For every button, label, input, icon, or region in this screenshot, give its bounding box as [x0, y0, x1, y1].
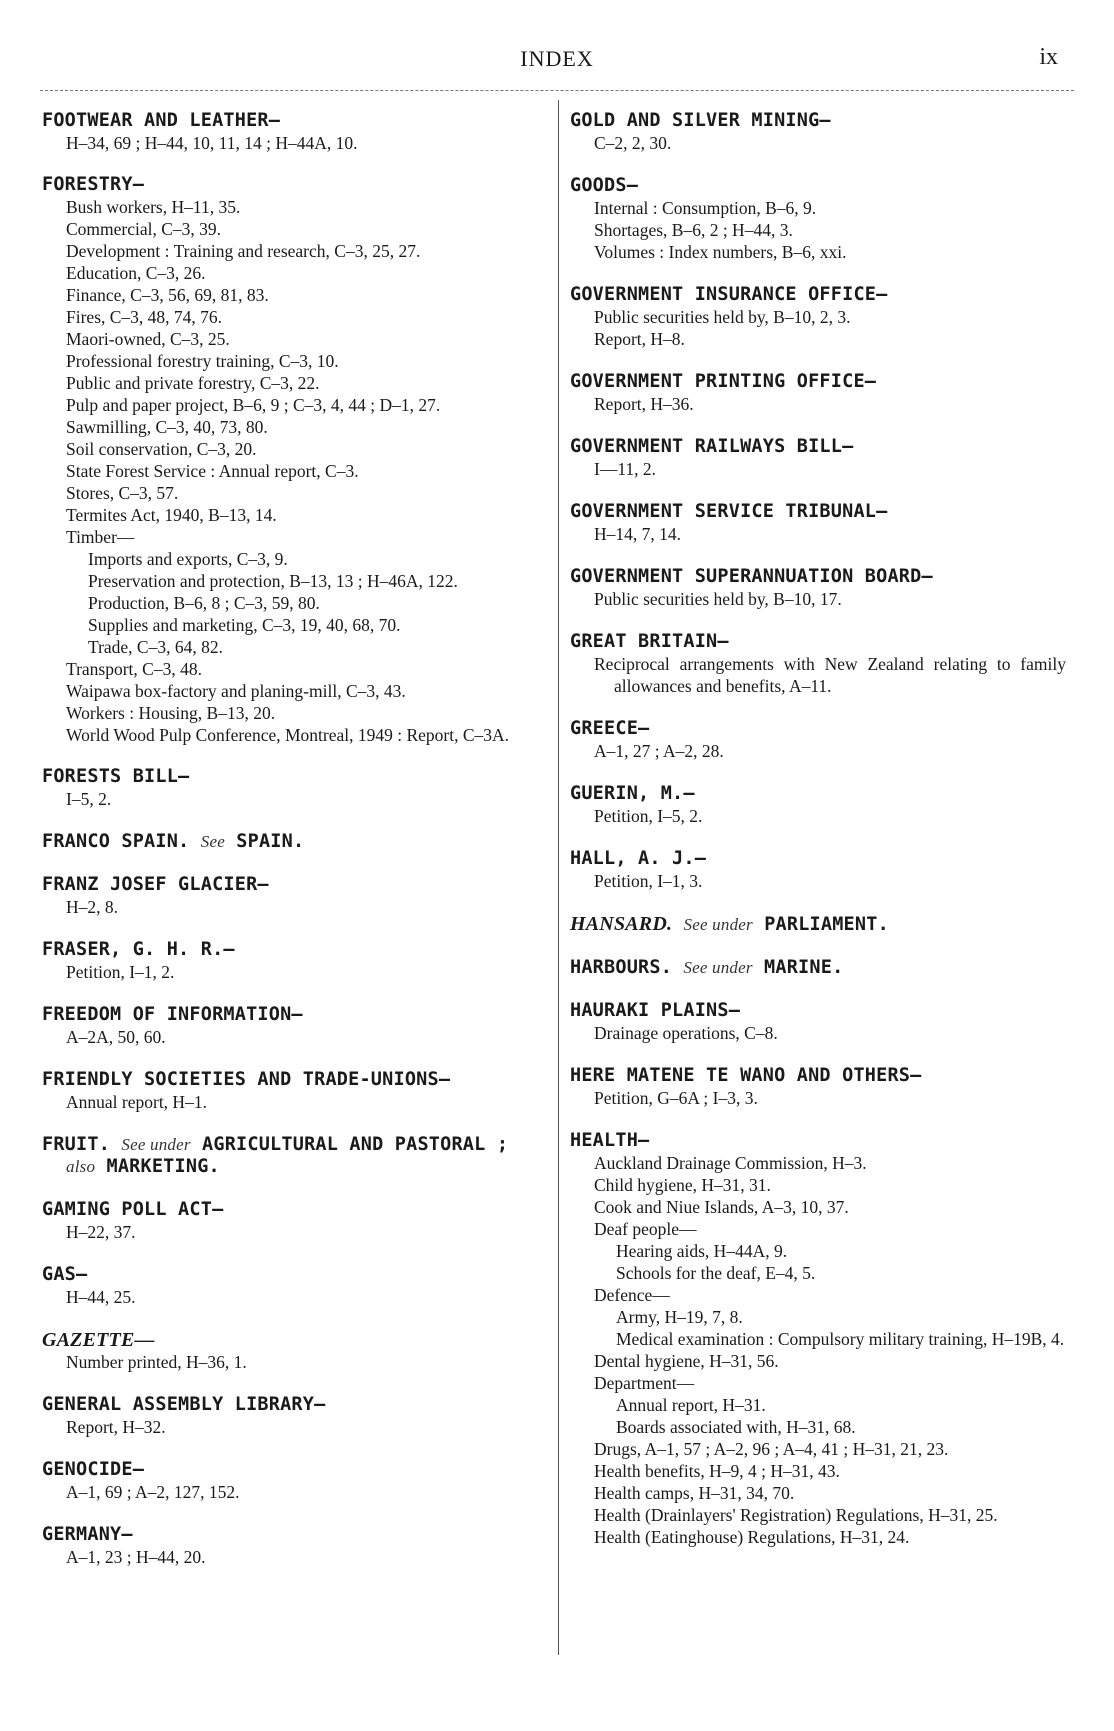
entry-subref: Hearing aids, H–44A, 9.	[616, 1241, 788, 1261]
entry-heading: GAS—	[42, 1264, 88, 1285]
entry-ref: H–2, 8.	[66, 897, 119, 917]
entry-ref: Health (Drainlayers' Registration) Regulations, H–31, 25.	[594, 1505, 998, 1525]
entry-heading: FRASER, G. H. R.—	[42, 939, 235, 960]
entry-ref: Timber—	[66, 527, 135, 547]
index-entry	[570, 783, 1066, 827]
entry-ref: Deaf people—	[594, 1219, 697, 1239]
see-target: MARINE.	[764, 957, 844, 978]
entry-heading: FORESTS BILL—	[42, 766, 190, 787]
index-entry	[570, 848, 1066, 892]
page-number: ix	[1039, 44, 1058, 70]
entry-ref: Department—	[594, 1373, 695, 1393]
entry-ref: Petition, I–5, 2.	[594, 806, 703, 826]
index-entry	[570, 718, 1066, 762]
entry-subref: Boards associated with, H–31, 68.	[616, 1417, 856, 1437]
entry-ref: Petition, I–1, 2.	[66, 962, 175, 982]
index-entry	[42, 1134, 542, 1178]
entry-ref: Report, H–36.	[594, 394, 694, 414]
index-entry	[570, 957, 1066, 979]
index-entry	[42, 1004, 542, 1048]
entry-subref: Imports and exports, C–3, 9.	[88, 549, 288, 569]
entry-ref: A–1, 23 ; H–44, 20.	[66, 1547, 206, 1567]
index-entry	[42, 1394, 542, 1438]
index-entry	[42, 174, 542, 746]
entry-ref: I–5, 2.	[66, 789, 112, 809]
entry-ref: Transport, C–3, 48.	[66, 659, 202, 679]
entry-ref: Development : Training and research, C–3, 25, 27.	[66, 241, 421, 261]
entry-ref: Waipawa box-factory and planing-mill, C–3, 43.	[66, 681, 406, 701]
entry-ref: Child hygiene, H–31, 31.	[594, 1175, 771, 1195]
index-entry	[42, 939, 542, 983]
see-also-reference: also	[66, 1157, 96, 1176]
entry-heading: HANSARD.	[570, 913, 673, 935]
entry-ref: Auckland Drainage Commission, H–3.	[594, 1153, 867, 1173]
entry-heading: HAURAKI PLAINS—	[570, 1000, 741, 1021]
see-target: PARLIAMENT.	[764, 914, 889, 935]
column-divider	[558, 100, 559, 1655]
entry-heading: FORESTRY—	[42, 174, 145, 195]
entry-ref: Health camps, H–31, 34, 70.	[594, 1483, 795, 1503]
entry-heading: GOODS—	[570, 175, 639, 196]
header-rule	[40, 90, 1074, 91]
entry-ref: World Wood Pulp Conference, Montreal, 1949 : Report, C–3A.	[66, 725, 510, 745]
see-also-target: MARKETING.	[106, 1156, 220, 1177]
entry-heading: FRANZ JOSEF GLACIER—	[42, 874, 269, 895]
entry-heading: GENOCIDE—	[42, 1459, 145, 1480]
see-target: SPAIN.	[236, 831, 305, 852]
entry-heading: FRIENDLY SOCIETIES AND TRADE-UNIONS—	[42, 1069, 451, 1090]
index-entry	[42, 1264, 542, 1308]
entry-ref: Health benefits, H–9, 4 ; H–31, 43.	[594, 1461, 840, 1481]
index-entry	[42, 1199, 542, 1243]
entry-ref: State Forest Service : Annual report, C–3.	[66, 461, 359, 481]
index-entry	[42, 1459, 542, 1503]
entry-heading: FRANCO SPAIN.	[42, 831, 190, 852]
entry-heading: HALL, A. J.—	[570, 848, 707, 869]
index-entry	[570, 631, 1066, 697]
entry-subref: Annual report, H–31.	[616, 1395, 766, 1415]
entry-ref: Soil conservation, C–3, 20.	[66, 439, 257, 459]
see-reference: See under	[121, 1135, 191, 1154]
see-reference: See	[200, 832, 225, 851]
entry-heading: HEALTH—	[570, 1130, 650, 1151]
entry-ref: Petition, G–6A ; I–3, 3.	[594, 1088, 758, 1108]
entry-ref: A–2A, 50, 60.	[66, 1027, 166, 1047]
entry-heading: GENERAL ASSEMBLY LIBRARY—	[42, 1394, 326, 1415]
entry-heading: GAMING POLL ACT—	[42, 1199, 224, 1220]
index-entry	[570, 436, 1066, 480]
entry-heading: GUERIN, M.—	[570, 783, 695, 804]
index-entry	[42, 110, 542, 154]
see-target: AGRICULTURAL AND PASTORAL ;	[202, 1134, 509, 1155]
entry-ref: Internal : Consumption, B–6, 9.	[594, 198, 817, 218]
entry-ref: Workers : Housing, B–13, 20.	[66, 703, 276, 723]
entry-heading: GREECE—	[570, 718, 650, 739]
entry-ref: Report, H–32.	[66, 1417, 166, 1437]
entry-ref: Report, H–8.	[594, 329, 685, 349]
entry-subref: Preservation and protection, B–13, 13 ; H–46A, 122.	[88, 571, 458, 591]
page-title: INDEX	[520, 46, 594, 71]
entry-ref: A–1, 69 ; A–2, 127, 152.	[66, 1482, 240, 1502]
entry-ref: Fires, C–3, 48, 74, 76.	[66, 307, 223, 327]
index-entry	[570, 1000, 1066, 1044]
entry-ref: Education, C–3, 26.	[66, 263, 206, 283]
entry-ref: I—11, 2.	[594, 459, 657, 479]
entry-heading: GOVERNMENT PRINTING OFFICE—	[570, 371, 877, 392]
see-reference: See under	[683, 958, 753, 977]
entry-ref: Pulp and paper project, B–6, 9 ; C–3, 4, 44 ; D–1, 27.	[66, 395, 441, 415]
entry-subref: Supplies and marketing, C–3, 19, 40, 68, 70.	[88, 615, 401, 635]
entry-ref: Public and private forestry, C–3, 22.	[66, 373, 320, 393]
index-entry	[570, 913, 1066, 936]
index-entry	[570, 1065, 1066, 1109]
entry-heading: GERMANY—	[42, 1524, 133, 1545]
entry-ref: Sawmilling, C–3, 40, 73, 80.	[66, 417, 268, 437]
entry-heading: GREAT BRITAIN—	[570, 631, 729, 652]
entry-heading: GOVERNMENT RAILWAYS BILL—	[570, 436, 854, 457]
entry-heading: HERE MATENE TE WANO AND OTHERS—	[570, 1065, 922, 1086]
entry-ref: Shortages, B–6, 2 ; H–44, 3.	[594, 220, 793, 240]
entry-ref: H–14, 7, 14.	[594, 524, 682, 544]
index-entry	[570, 371, 1066, 415]
entry-ref: Finance, C–3, 56, 69, 81, 83.	[66, 285, 269, 305]
entry-subref: Schools for the deaf, E–4, 5.	[616, 1263, 816, 1283]
entry-subref: Medical examination : Compulsory military training, H–19B, 4.	[616, 1329, 1065, 1349]
entry-ref: Petition, I–1, 3.	[594, 871, 703, 891]
index-entry	[570, 175, 1066, 263]
entry-heading: FREEDOM OF INFORMATION—	[42, 1004, 303, 1025]
entry-ref: Termites Act, 1940, B–13, 14.	[66, 505, 277, 525]
entry-ref: Annual report, H–1.	[66, 1092, 207, 1112]
entry-ref: Bush workers, H–11, 35.	[66, 197, 241, 217]
index-entry	[570, 566, 1066, 610]
entry-subref: Trade, C–3, 64, 82.	[88, 637, 223, 657]
entry-ref: A–1, 27 ; A–2, 28.	[594, 741, 724, 761]
index-entry	[42, 831, 542, 853]
entry-ref: Cook and Niue Islands, A–3, 10, 37.	[594, 1197, 849, 1217]
entry-ref: H–22, 37.	[66, 1222, 136, 1242]
entry-ref: Reciprocal arrangements with New Zealand relating to family allowances and benefits, A–11.	[594, 654, 1066, 696]
entry-heading: HARBOURS.	[570, 957, 673, 978]
entry-ref: C–2, 2, 30.	[594, 133, 672, 153]
entry-ref: Dental hygiene, H–31, 56.	[594, 1351, 779, 1371]
index-entry	[42, 874, 542, 918]
entry-subref: Production, B–6, 8 ; C–3, 59, 80.	[88, 593, 320, 613]
entry-heading: FRUIT.	[42, 1134, 111, 1155]
index-entry	[42, 1524, 542, 1568]
index-entry	[570, 501, 1066, 545]
index-entry	[570, 1130, 1066, 1548]
entry-ref: Drainage operations, C–8.	[594, 1023, 778, 1043]
entry-heading: GOVERNMENT INSURANCE OFFICE—	[570, 284, 888, 305]
entry-ref: Defence—	[594, 1285, 670, 1305]
entry-ref: Professional forestry training, C–3, 10.	[66, 351, 339, 371]
entry-heading: FOOTWEAR AND LEATHER—	[42, 110, 281, 131]
entry-ref: Commercial, C–3, 39.	[66, 219, 222, 239]
entry-ref: Volumes : Index numbers, B–6, xxi.	[594, 242, 847, 262]
entry-ref: Maori-owned, C–3, 25.	[66, 329, 230, 349]
entry-ref: H–44, 25.	[66, 1287, 136, 1307]
entry-ref: H–34, 69 ; H–44, 10, 11, 14 ; H–44A, 10.	[66, 133, 358, 153]
entry-ref: Drugs, A–1, 57 ; A–2, 96 ; A–4, 41 ; H–31, 21, 23.	[594, 1439, 949, 1459]
entry-heading: GOLD AND SILVER MINING—	[570, 110, 831, 131]
index-entry	[570, 110, 1066, 154]
index-entry	[42, 766, 542, 810]
entry-heading: GOVERNMENT SUPERANNUATION BOARD—	[570, 566, 933, 587]
entry-ref: Public securities held by, B–10, 17.	[594, 589, 842, 609]
entry-ref: Public securities held by, B–10, 2, 3.	[594, 307, 851, 327]
index-entry	[570, 284, 1066, 350]
entry-heading: GOVERNMENT SERVICE TRIBUNAL—	[570, 501, 888, 522]
index-entry	[42, 1069, 542, 1113]
index-entry	[42, 1329, 542, 1373]
entry-ref: Number printed, H–36, 1.	[66, 1352, 247, 1372]
left-column	[42, 110, 542, 1589]
entry-subref: Army, H–19, 7, 8.	[616, 1307, 743, 1327]
entry-heading: GAZETTE—	[42, 1329, 155, 1351]
see-reference: See under	[683, 915, 753, 934]
right-column	[570, 110, 1066, 1569]
entry-ref: Stores, C–3, 57.	[66, 483, 179, 503]
entry-ref: Health (Eatinghouse) Regulations, H–31, 24.	[594, 1527, 910, 1547]
